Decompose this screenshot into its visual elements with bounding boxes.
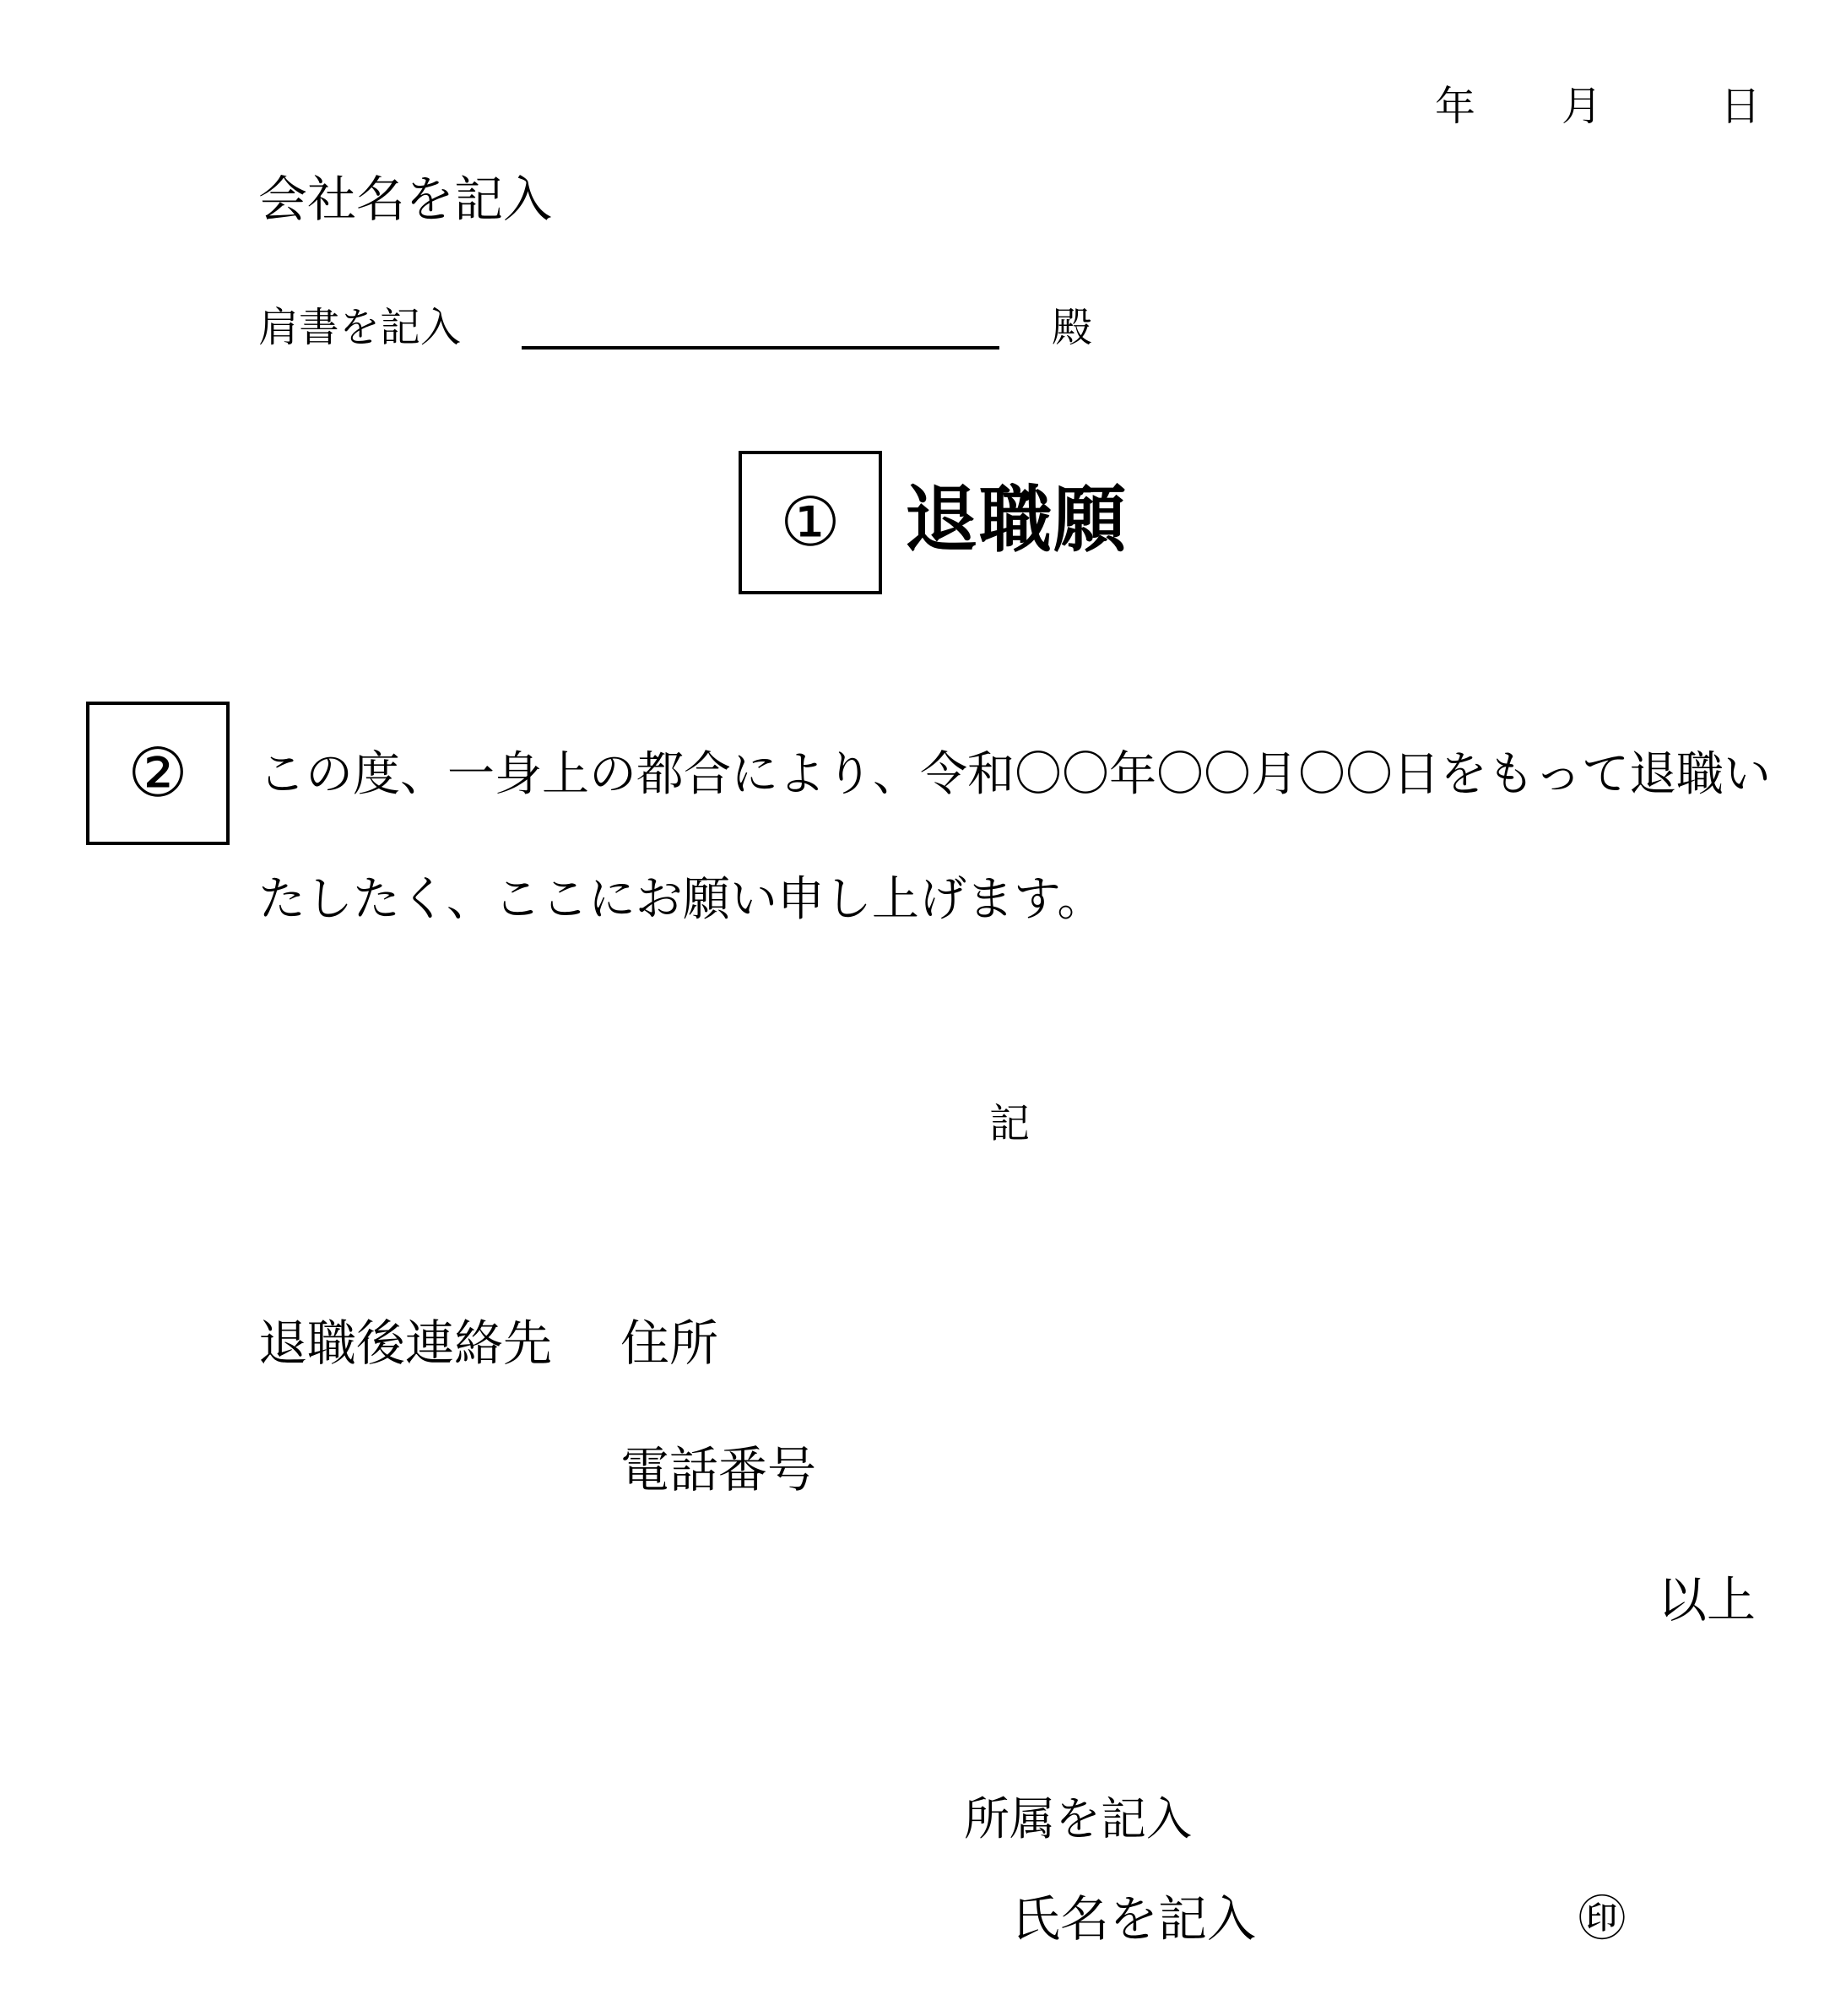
body-text-line-2: たしたく、ここにお願い申し上げます。 xyxy=(258,872,1105,927)
marker-box-2 xyxy=(86,702,230,845)
marker-box-1 xyxy=(739,451,882,594)
name-prompt: 氏名を記入 xyxy=(1011,1890,1257,1948)
closing-ijou: 以上 xyxy=(1658,1571,1757,1629)
document-title: 退職願 xyxy=(905,477,1128,562)
ki-heading: 記 xyxy=(989,1100,1031,1147)
phone-number-label: 電話番号 xyxy=(620,1441,817,1498)
body-text-line-1: この度、一身上の都合により、令和〇〇年〇〇月〇〇日をもって退職い xyxy=(258,747,1771,802)
department-prompt: 所属を記入 xyxy=(964,1792,1192,1845)
contact-after-retirement-label: 退職後連絡先 xyxy=(258,1314,553,1372)
marker-1-number: ① xyxy=(780,483,841,561)
addressee-name-line xyxy=(522,346,999,350)
addressee-title-prompt: 肩書を記入 xyxy=(258,304,462,351)
honorific-dono: 殿 xyxy=(1052,304,1093,351)
date-month-label: 月 xyxy=(1562,83,1603,130)
company-name: 会社名を記入 xyxy=(258,171,553,228)
date-day-label: 日 xyxy=(1720,83,1762,130)
address-label: 住所 xyxy=(620,1314,719,1372)
date-year-label: 年 xyxy=(1435,83,1476,130)
marker-2-number: ② xyxy=(127,734,188,812)
seal-mark-icon: ㊞ xyxy=(1578,1892,1626,1947)
